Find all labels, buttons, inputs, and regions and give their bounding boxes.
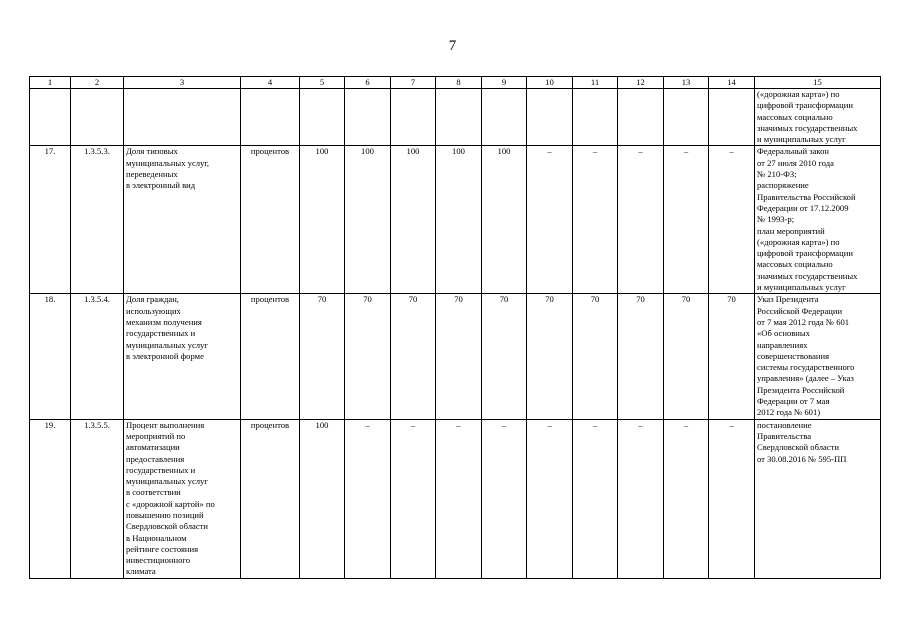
cell-line: значимых государственных — [757, 270, 858, 281]
value-cell — [300, 89, 345, 146]
header-cell: 14 — [709, 77, 755, 89]
cell-line: от 30.08.2016 № 595-ПП — [757, 453, 847, 464]
value-cell: 70 — [527, 294, 573, 419]
source-document-cell — [755, 294, 881, 419]
cell-line: Федеральный закон — [757, 146, 830, 157]
header-cell: 13 — [664, 77, 709, 89]
cell-line: Доля граждан, — [126, 294, 179, 305]
header-cell: 8 — [436, 77, 482, 89]
cell-line: государственных и — [126, 464, 196, 475]
cell-line: Федерации от 7 мая — [757, 396, 830, 407]
value-cell — [345, 89, 391, 146]
source-document-cell — [755, 89, 881, 146]
value-cell: – — [482, 419, 527, 578]
value-cell: – — [573, 419, 618, 578]
header-cell: 6 — [345, 77, 391, 89]
value-cell — [436, 89, 482, 146]
cell-line: в электронный вид — [126, 180, 196, 191]
cell-line: № 1993-р; — [757, 214, 795, 225]
value-cell — [618, 89, 664, 146]
value-cell: – — [664, 419, 709, 578]
cell-line: постановление — [757, 419, 812, 430]
cell-line: использующих — [126, 305, 181, 316]
value-cell: – — [573, 146, 618, 294]
value-cell: 100 — [391, 146, 436, 294]
cell-line: Правительства — [757, 430, 812, 441]
cell-line: от 7 мая 2012 года № 601 — [757, 316, 850, 327]
value-cell: – — [709, 146, 755, 294]
header-cell: 5 — [300, 77, 345, 89]
header-row — [30, 77, 881, 89]
cell-line: государственных и — [126, 328, 196, 339]
indicator-name-cell — [124, 419, 241, 578]
header-cell: 2 — [71, 77, 124, 89]
cell-line: цифровой трансформации — [757, 248, 853, 259]
cell-line: массовых социально — [757, 259, 833, 270]
cell-line: предоставления — [126, 453, 185, 464]
cell-line: направлениях — [757, 339, 808, 350]
cell-line: 2012 года № 601) — [757, 407, 821, 418]
value-cell: 100 — [482, 146, 527, 294]
cell-line: системы государственного — [757, 362, 855, 373]
header-cell: 10 — [527, 77, 573, 89]
value-cell: 70 — [618, 294, 664, 419]
cell-line: муниципальных услуг, — [126, 157, 210, 168]
header-cell: 3 — [124, 77, 241, 89]
value-cell: – — [436, 419, 482, 578]
unit-cell — [241, 89, 300, 146]
cell-line: рейтинге состояния — [126, 543, 199, 554]
header-cell: 1 — [30, 77, 71, 89]
header-cell: 9 — [482, 77, 527, 89]
value-cell: 70 — [391, 294, 436, 419]
value-cell: 70 — [482, 294, 527, 419]
value-cell: 100 — [300, 146, 345, 294]
header-cell: 4 — [241, 77, 300, 89]
cell-line: механизм получения — [126, 316, 202, 327]
value-cell — [573, 89, 618, 146]
table-row — [30, 146, 881, 294]
cell-line: значимых государственных — [757, 122, 858, 133]
value-cell: – — [345, 419, 391, 578]
cell-line: («дорожная карта») по — [757, 89, 840, 99]
header-cell: 15 — [755, 77, 881, 89]
value-cell: 70 — [573, 294, 618, 419]
value-cell: 70 — [436, 294, 482, 419]
value-cell: – — [618, 146, 664, 294]
cell-line: № 210-ФЗ; — [757, 169, 797, 180]
cell-line: Доля типовых — [126, 146, 178, 157]
cell-line: цифровой трансформации — [757, 100, 853, 111]
cell-line: инвестиционного — [126, 555, 190, 566]
cell-line: автоматизации — [126, 442, 180, 453]
cell-line: и муниципальных услуг — [757, 282, 846, 293]
cell-line: в электронной форме — [126, 350, 204, 361]
value-cell: – — [391, 419, 436, 578]
unit-cell: процентов — [241, 419, 300, 578]
indicators-table — [29, 76, 881, 579]
value-cell: 70 — [345, 294, 391, 419]
table-row — [30, 419, 881, 578]
table-row — [30, 89, 881, 146]
item-code-cell — [71, 89, 124, 146]
cell-line: муниципальных услуг — [126, 339, 208, 350]
header-cell: 12 — [618, 77, 664, 89]
cell-line: массовых социально — [757, 111, 833, 122]
value-cell: – — [527, 146, 573, 294]
cell-line: переведенных — [126, 169, 178, 180]
cell-line: распоряжение — [757, 180, 809, 191]
cell-line: («дорожная карта») по — [757, 236, 840, 247]
unit-cell: процентов — [241, 294, 300, 419]
cell-line: план мероприятий — [757, 225, 825, 236]
cell-line: Свердловской области — [757, 442, 840, 453]
cell-line: совершенствования — [757, 350, 830, 361]
page-number: 7 — [448, 38, 457, 54]
value-cell: 100 — [436, 146, 482, 294]
value-cell: 100 — [300, 419, 345, 578]
value-cell: 70 — [709, 294, 755, 419]
indicator-name-cell — [124, 146, 241, 294]
cell-line: управления» (далее – Указ — [757, 373, 854, 384]
cell-line: с «дорожной картой» по — [126, 498, 215, 509]
cell-line: Процент выполнения — [126, 419, 205, 430]
cell-line: Правительства Российской — [757, 191, 856, 202]
value-cell: – — [527, 419, 573, 578]
cell-line: муниципальных услуг — [126, 476, 208, 487]
source-document-cell — [755, 419, 881, 578]
header-cell: 11 — [573, 77, 618, 89]
cell-line: Президента Российской — [757, 384, 845, 395]
value-cell — [664, 89, 709, 146]
value-cell: 70 — [664, 294, 709, 419]
value-cell — [482, 89, 527, 146]
cell-line: в Национальном — [126, 532, 187, 543]
value-cell — [527, 89, 573, 146]
indicator-name-cell — [124, 294, 241, 419]
cell-line: климата — [126, 566, 156, 577]
cell-line: Указ Президента — [757, 294, 819, 305]
row-number-cell: 19. — [30, 419, 71, 578]
value-cell: 100 — [345, 146, 391, 294]
value-cell: – — [709, 419, 755, 578]
value-cell: 70 — [300, 294, 345, 419]
cell-line: от 27 июля 2010 года — [757, 157, 834, 168]
cell-line: Российской Федерации — [757, 305, 843, 316]
row-number-cell — [30, 89, 71, 146]
item-code-cell: 1.3.5.4. — [71, 294, 124, 419]
cell-line: и муниципальных услуг — [757, 134, 846, 145]
cell-line: в соответствии — [126, 487, 181, 498]
cell-line: повышению позиций — [126, 509, 204, 520]
value-cell: – — [618, 419, 664, 578]
unit-cell: процентов — [241, 146, 300, 294]
cell-line: Федерации от 17.12.2009 — [757, 202, 849, 213]
table-row — [30, 294, 881, 419]
value-cell — [391, 89, 436, 146]
item-code-cell: 1.3.5.5. — [71, 419, 124, 578]
cell-line: мероприятий по — [126, 430, 186, 441]
header-cell: 7 — [391, 77, 436, 89]
row-number-cell: 17. — [30, 146, 71, 294]
value-cell: – — [664, 146, 709, 294]
indicator-name-cell — [124, 89, 241, 146]
cell-line: «Об основных — [757, 328, 810, 339]
row-number-cell: 18. — [30, 294, 71, 419]
item-code-cell: 1.3.5.3. — [71, 146, 124, 294]
cell-line: Свердловской области — [126, 521, 209, 532]
value-cell — [709, 89, 755, 146]
source-document-cell — [755, 146, 881, 294]
